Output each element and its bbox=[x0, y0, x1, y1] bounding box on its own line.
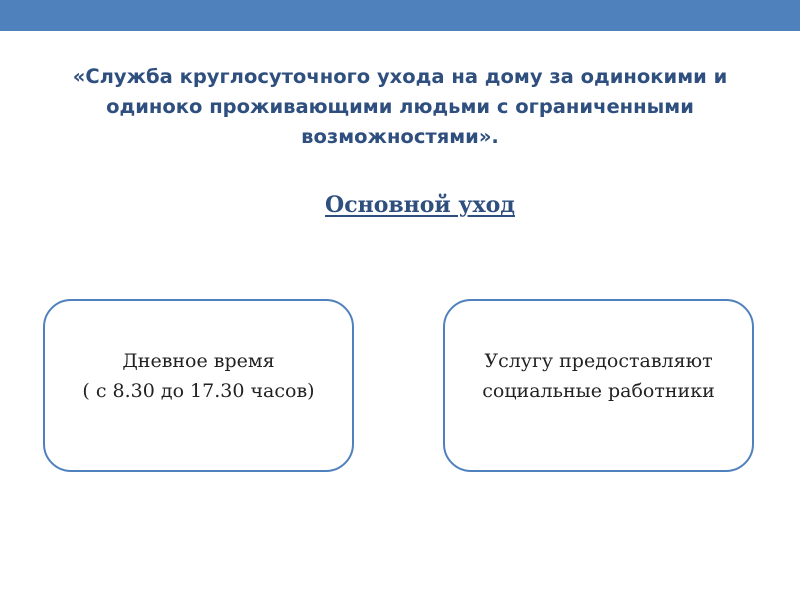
info-box-providers bbox=[443, 299, 754, 472]
info-box-text: Услугу предоставляют bbox=[484, 350, 713, 372]
info-box-text: социальные работники bbox=[482, 380, 715, 402]
slide-title bbox=[20, 62, 780, 152]
info-box-text: Дневное время bbox=[122, 350, 275, 372]
info-box-text: ( с 8.30 до 17.30 часов) bbox=[82, 380, 315, 402]
title-line: возможностями». bbox=[301, 125, 499, 148]
slide-subtitle: Основной уход bbox=[325, 192, 515, 218]
top-color-band bbox=[0, 0, 800, 31]
title-line: «Служба круглосуточного ухода на дому за одинокими и bbox=[72, 65, 728, 88]
info-box-daytime bbox=[43, 299, 354, 472]
title-line: одиноко проживающими людьми с ограниченными bbox=[106, 95, 694, 118]
